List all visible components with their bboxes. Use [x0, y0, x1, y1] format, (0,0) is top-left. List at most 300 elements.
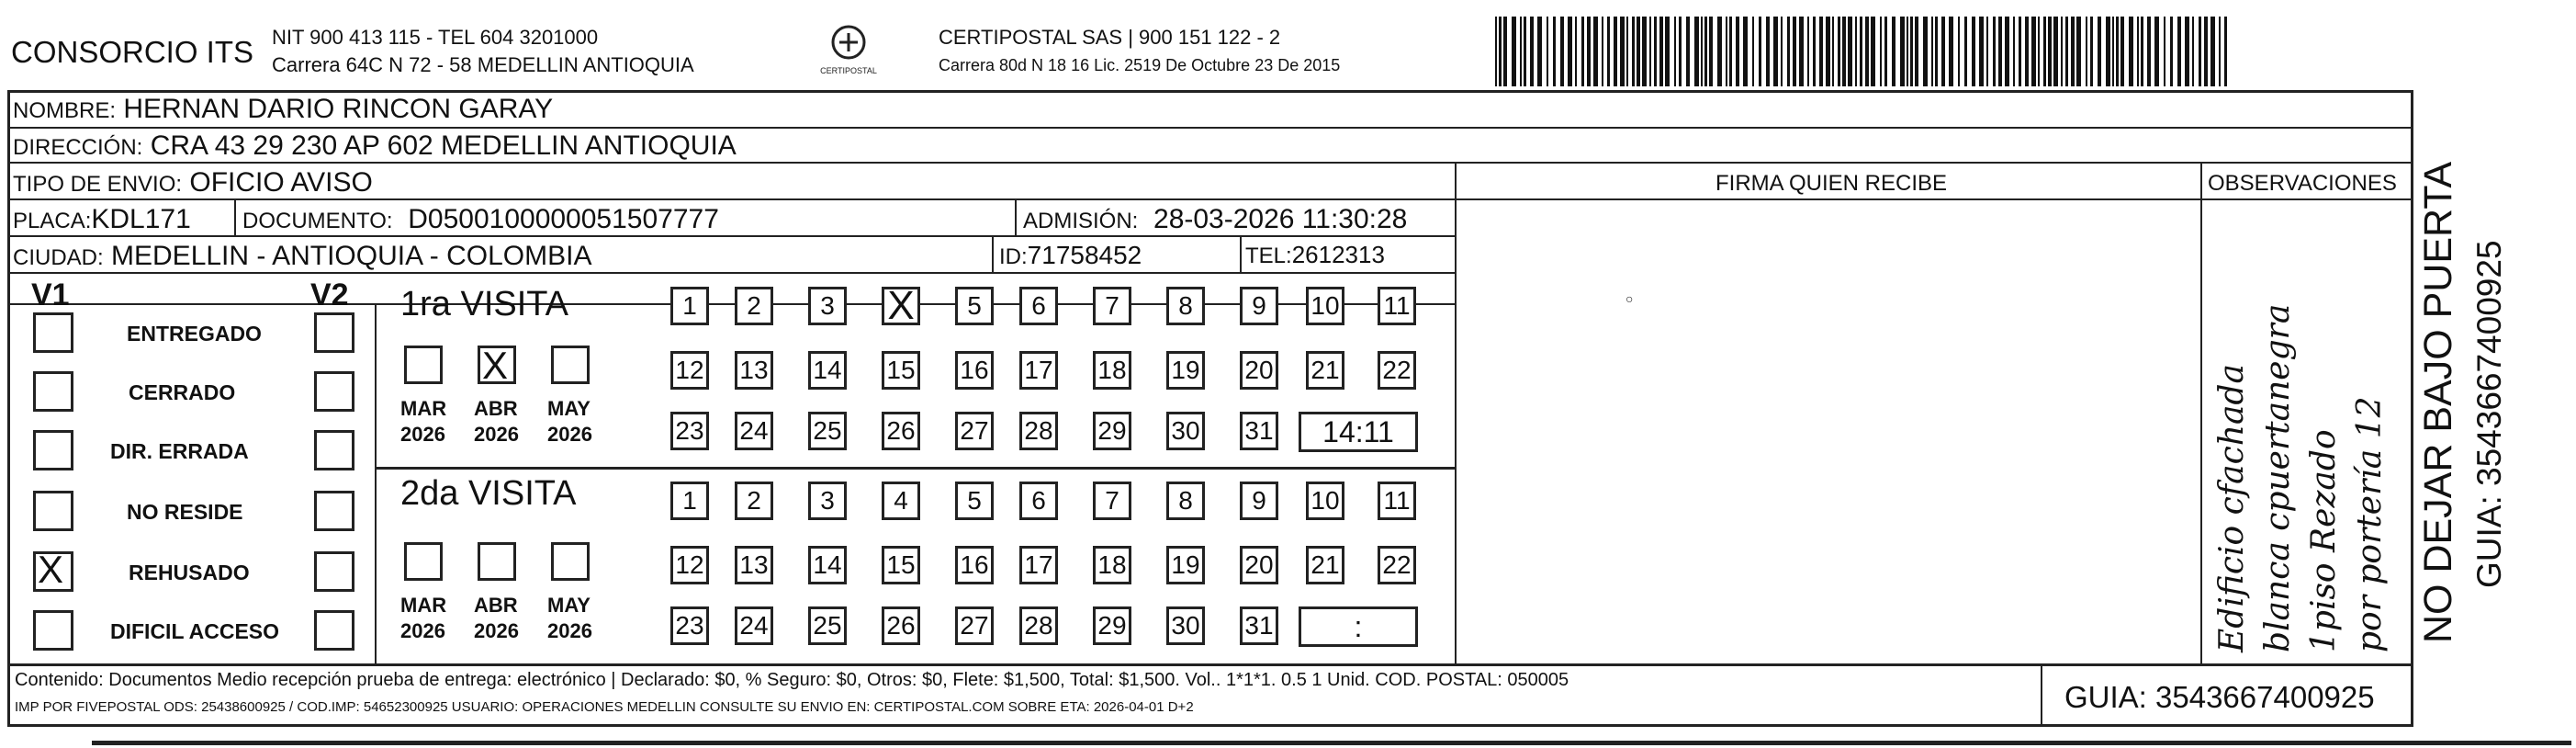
id-cell: ID:71758452: [999, 241, 1142, 269]
day-number: 15: [886, 550, 916, 579]
day-cell: [808, 546, 847, 584]
day-number: 30: [1171, 416, 1200, 445]
barcode-bar: [1923, 17, 1928, 86]
day-number: 28: [1024, 611, 1053, 640]
day-number: 10: [1310, 291, 1340, 320]
barcode-bar: [1842, 17, 1846, 86]
time-field: :: [1299, 606, 1418, 647]
bottom-border: [7, 724, 2413, 727]
barcode-bar: [1679, 17, 1682, 86]
company-name: CONSORCIO ITS: [11, 35, 254, 69]
month-label: MAY: [547, 397, 591, 420]
day-cell: [955, 351, 994, 390]
barcode-bar: [1880, 17, 1882, 86]
day-cell: [1240, 546, 1278, 584]
shipping-label: CONSORCIO ITS NIT 900 413 115 - TEL 604 3201000 Carrera 64C N 72 - 58 MEDELLIN ANTIOQUIA CERTIPOSTAL CERTIPOSTAL SAS | 900 151 122 - 2 Carrera 80d N 18 16 Lic. 2519 De Octubre 23 De 2015 NOMBRE: HERNAN DARIO RINCON GARAY DIRECCIÓN: CRA 43 29 230 AP 602 MEDELLIN ANTIOQUIA TIPO DE ENVIO: OFICIO AVISO PLACA:KDL171 DOCUMENTO: D0500100000051507777 ADMISIÓN: 28-03-2026 11:30:28 CIUDAD: MEDELLIN - ANTIOQUIA - COLOMBIA ID:71758452 TEL:2612313 FIRMA QUIEN RECIBE ○ OBSERVACIONES Edificio cfachada blanca cpuertanegra 1piso Rezado por portería 12 NO DEJAR BAJO PUERTA GUIA: 3543667400925 V1 V2 1ra VISITA 2da VISITA Contenido: Documentos Medio recepción prueba de entrega: electrónico | Declarado: $0, % Seguro: $0, Otros: $0, Flete: $1,500, Total: $1,500. Vol.. 1*1*1. 0.5 1 Unid. COD. POSTAL: 050005 IMP POR FIVEPOSTAL ODS: 25438600925 / COD.IMP: 54652300925 USUARIO: OPERACIONES MEDELLIN CONSULTE SU ENVIO EN: CERTIPOSTAL.COM SOBRE ETA: 2026-04-01 D+2 GUIA: 3543667400925 ENTREGADO CERRADO DIR. ERRADA NO RESIDE X REHUSADO DIFICIL ACCESO MAR 2026 X ABR 2026 MAY 2026 MAR 2026 ABR 2026 MAY 2026 1 2 3 X 5 6 7 8 9 10 11 12 13 14 15 16 17 18 19 20 21 22 23 24 25 26 27 28 29 30 31 14:11 1 2 3 4 5 6 7 8 9 10 11 12 13 14 15 16 17 18 19 20 21 22 23 24 25 26 27 28 29 30 31 :: [0, 0, 2576, 748]
barcode-bar: [1637, 17, 1640, 86]
barcode-bar: [1855, 17, 1857, 86]
footer-imp: IMP POR FIVEPOSTAL ODS: 25438600925 / COD.IMP: 54652300925 USUARIO: OPERACIONES MEDELLIN CONSULTE SU ENVIO EN: CERTIPOSTAL.COM SOBRE ETA: 2026-04-01 D+2: [15, 699, 1194, 715]
month-label: ABR: [474, 594, 518, 617]
barcode-bar: [2120, 17, 2124, 86]
day-number: 7: [1105, 486, 1119, 515]
day-cell: [1378, 287, 1416, 325]
day-cell: [670, 546, 709, 584]
barcode-bar: [2154, 17, 2159, 86]
barcode-bar: [1537, 17, 1542, 86]
day-cell: [1093, 606, 1131, 645]
v1-checkbox: [33, 371, 73, 412]
barcode: [1495, 17, 2230, 86]
barcode-bar: [1568, 17, 1572, 86]
side-guia: GUIA: 3543667400925: [2470, 240, 2508, 588]
day-cell: [955, 482, 994, 520]
barcode-bar: [1787, 17, 1790, 86]
day-number: X: [887, 283, 915, 328]
recipient-name: HERNAN DARIO RINCON GARAY: [123, 94, 554, 124]
barcode-bar: [1752, 17, 1754, 86]
month-checkbox: [404, 542, 443, 581]
v2-checkbox: [314, 491, 354, 531]
obs-line: blanca cpuertanegra: [2259, 303, 2297, 652]
barcode-bar: [1547, 17, 1548, 86]
year-label: 2026: [547, 619, 592, 642]
ciudad-cell: CIUDAD: MEDELLIN - ANTIOQUIA - COLOMBIA: [13, 241, 592, 271]
barcode-bar: [1587, 17, 1591, 86]
status-label: DIFICIL ACCESO: [110, 619, 280, 643]
day-cell: [1166, 482, 1205, 520]
day-number: 24: [739, 611, 769, 640]
day-number: 16: [960, 356, 989, 384]
time-field: 14:11: [1299, 412, 1418, 452]
day-cell: [1019, 482, 1058, 520]
day-cell: [1166, 287, 1205, 325]
company-nit: NIT 900 413 115 - TEL 604 3201000: [272, 26, 599, 49]
day-cell: [1019, 412, 1058, 450]
check-mark: X: [482, 344, 509, 387]
barcode-bar: [1884, 17, 1887, 86]
day-number: 13: [739, 356, 769, 384]
barcode-bar: [1694, 17, 1699, 86]
admision-cell: ADMISIÓN: 28-03-2026 11:30:28: [1023, 204, 1408, 234]
barcode-bar: [1993, 17, 1996, 86]
left-border: [7, 90, 10, 726]
v2-checkbox: [314, 610, 354, 651]
day-cell: [1306, 351, 1344, 390]
barcode-bar: [1865, 17, 1869, 86]
barcode-bar: [1958, 17, 1960, 86]
day-number: 25: [813, 611, 842, 640]
day-cell: [1093, 546, 1131, 584]
day-number: 10: [1310, 486, 1340, 515]
barcode-bar: [2019, 17, 2021, 86]
day-cell: [808, 412, 847, 450]
day-number: 2: [747, 291, 761, 320]
barcode-bar: [1581, 17, 1584, 86]
year-label: 2026: [547, 423, 592, 446]
day-number: 22: [1382, 356, 1412, 384]
day-number: 6: [1031, 291, 1046, 320]
day-number: 14: [813, 356, 842, 384]
day-number: 3: [820, 486, 835, 515]
barcode-bar: [1709, 17, 1713, 86]
barcode-bar: [1642, 17, 1647, 86]
day-cell: [1378, 546, 1416, 584]
no-dejar-bajo-puerta: NO DEJAR BAJO PUERTA: [2416, 161, 2460, 643]
month-checkbox: [404, 346, 443, 384]
barcode-bar: [1602, 17, 1603, 86]
barcode-bar: [1949, 17, 1953, 86]
obs-line: por portería 12: [2351, 396, 2389, 652]
day-cell: [1093, 287, 1131, 325]
barcode-bar: [2065, 17, 2068, 86]
barcode-bar: [1935, 17, 1938, 86]
day-number: 28: [1024, 416, 1053, 445]
v1-header: V1: [31, 278, 70, 312]
barcode-bar: [1781, 17, 1783, 86]
day-number: 1: [682, 291, 697, 320]
barcode-bar: [1964, 17, 1967, 86]
day-cell: [955, 546, 994, 584]
barcode-bar: [1931, 17, 1933, 86]
barcode-bar: [1560, 17, 1564, 86]
day-number: 19: [1171, 550, 1200, 579]
day-cell: [955, 412, 994, 450]
v1-checkbox: [33, 610, 73, 651]
barcode-bar: [1860, 17, 1862, 86]
barcode-bar: [1704, 17, 1707, 86]
day-number: 25: [813, 416, 842, 445]
status-label: ENTREGADO: [127, 322, 262, 346]
status-label: CERRADO: [129, 380, 236, 404]
barcode-bar: [1813, 17, 1816, 86]
day-number: 3: [820, 291, 835, 320]
placa-cell: PLACA:KDL171: [13, 204, 191, 234]
day-number: 26: [886, 416, 916, 445]
check-mark: X: [38, 548, 64, 591]
barcode-bar: [1941, 17, 1945, 86]
v2-checkbox: [314, 371, 354, 412]
barcode-bar: [1674, 17, 1676, 86]
v2-checkbox: [314, 312, 354, 353]
day-cell: [1093, 412, 1131, 450]
barcode-bar: [1520, 17, 1522, 86]
barcode-bar: [2192, 17, 2194, 86]
month-checkbox: [551, 346, 590, 384]
barcode-bar: [1530, 17, 1534, 86]
tel-value: 2612313: [1291, 241, 1385, 268]
day-number: 13: [739, 550, 769, 579]
barcode-bar: [1626, 17, 1628, 86]
barcode-bar: [2038, 17, 2040, 86]
day-cell: [1378, 351, 1416, 390]
barcode-bar: [1972, 17, 1975, 86]
day-number: 8: [1178, 291, 1193, 320]
barcode-bar: [1503, 17, 1507, 86]
day-number: 6: [1031, 486, 1046, 515]
barcode-bar: [2147, 17, 2151, 86]
barcode-bar: [1766, 17, 1770, 86]
day-number: 29: [1097, 611, 1127, 640]
barcode-bar: [2061, 17, 2063, 86]
day-cell: [808, 606, 847, 645]
barcode-bar: [1701, 17, 1703, 86]
day-number: 16: [960, 550, 989, 579]
day-number: 31: [1244, 416, 1274, 445]
day-cell: [1019, 546, 1058, 584]
month-checkbox: [551, 542, 590, 581]
day-cell: [670, 351, 709, 390]
status-label: DIR. ERRADA: [110, 439, 249, 463]
day-number: 18: [1097, 550, 1127, 579]
day-cell: [1306, 287, 1344, 325]
day-number: 27: [960, 416, 989, 445]
month-label: MAR: [400, 594, 447, 617]
day-number: 12: [675, 550, 704, 579]
barcode-bar: [2031, 17, 2036, 86]
barcode-bar: [1900, 17, 1905, 86]
day-number: 27: [960, 611, 989, 640]
day-cell: [1306, 546, 1344, 584]
day-number: 5: [967, 486, 982, 515]
barcode-bar: [1726, 17, 1727, 86]
day-number: 14: [813, 550, 842, 579]
barcode-bar: [1620, 17, 1625, 86]
day-cell: [1166, 546, 1205, 584]
barcode-bar: [1807, 17, 1809, 86]
right-border: [2411, 90, 2413, 726]
day-cell: [808, 351, 847, 390]
day-number: 21: [1310, 356, 1340, 384]
barcode-bar: [2199, 17, 2201, 86]
company-address: Carrera 64C N 72 - 58 MEDELLIN ANTIOQUIA: [272, 53, 694, 76]
barcode-bar: [2129, 17, 2133, 86]
day-number: 18: [1097, 356, 1127, 384]
tipo-envio: OFICIO AVISO: [189, 167, 373, 198]
barcode-bar: [2224, 17, 2227, 86]
day-cell: [1240, 412, 1278, 450]
tipo-envio-row: TIPO DE ENVIO: OFICIO AVISO: [13, 167, 373, 198]
footer-contenido: Contenido: Documentos Medio recepción prueba de entrega: electrónico | Declarado: $0, % Seguro: $0, Otros: $0, Flete: $1,500, Total: $1,500. Vol.. 1*1*1. 0.5 1 Unid. COD. POSTAL: 050005: [15, 670, 1569, 690]
day-number: 26: [886, 611, 916, 640]
obs-line: Edificio cfachada: [2213, 364, 2251, 652]
day-cell: [670, 412, 709, 450]
barcode-bar: [1986, 17, 1988, 86]
barcode-bar: [2210, 17, 2215, 86]
barcode-bar: [2098, 17, 2101, 86]
barcode-bar: [1910, 17, 1913, 86]
day-cell: [882, 546, 920, 584]
direccion-row: DIRECCIÓN: CRA 43 29 230 AP 602 MEDELLIN ANTIOQUIA: [13, 130, 737, 161]
day-cell: [955, 287, 994, 325]
day-number: 23: [675, 611, 704, 640]
barcode-bar: [2071, 17, 2075, 86]
barcode-bar: [1773, 17, 1778, 86]
barcode-bar: [1553, 17, 1556, 86]
day-cell: [735, 606, 773, 645]
day-number: 20: [1244, 550, 1274, 579]
recipient-address: CRA 43 29 230 AP 602 MEDELLIN ANTIOQUIA: [150, 130, 737, 161]
day-cell: [1240, 287, 1278, 325]
barcode-bar: [1575, 17, 1577, 86]
barcode-bar: [2219, 17, 2221, 86]
day-cell: [670, 482, 709, 520]
day-number: 7: [1105, 291, 1119, 320]
day-number: 29: [1097, 416, 1127, 445]
barcode-bar: [2177, 17, 2181, 86]
year-label: 2026: [474, 423, 519, 446]
barcode-bar: [1979, 17, 1984, 86]
barcode-bar: [1793, 17, 1796, 86]
day-cell: [808, 287, 847, 325]
side-panel: [2415, 101, 2571, 643]
year-label: 2026: [400, 619, 445, 642]
top-border: [7, 90, 2413, 93]
status-label: NO RESIDE: [127, 500, 243, 524]
day-cell: [1240, 606, 1278, 645]
v2-checkbox: [314, 430, 354, 470]
barcode-bar: [1649, 17, 1651, 86]
base-line: [92, 741, 2571, 745]
day-cell: [735, 546, 773, 584]
day-number: 12: [675, 356, 704, 384]
admision-value: 28-03-2026 11:30:28: [1153, 204, 1408, 234]
barcode-bar: [2086, 17, 2087, 86]
day-cell: [955, 606, 994, 645]
day-number: 9: [1252, 291, 1266, 320]
barcode-bar: [1614, 17, 1617, 86]
day-cell: [1240, 482, 1278, 520]
barcode-bar: [1915, 17, 1918, 86]
day-cell: [1093, 351, 1131, 390]
barcode-bar: [2112, 17, 2114, 86]
barcode-bar: [2013, 17, 2015, 86]
day-number: 17: [1024, 356, 1053, 384]
barcode-bar: [1524, 17, 1526, 86]
barcode-bar: [1686, 17, 1690, 86]
barcode-bar: [2005, 17, 2009, 86]
barcode-bar: [2043, 17, 2046, 86]
day-cell: [1093, 482, 1131, 520]
footer-guia: GUIA: 3543667400925: [2064, 680, 2375, 714]
barcode-bar: [2164, 17, 2165, 86]
v1-checkbox: [33, 491, 73, 531]
barcode-bar: [1717, 17, 1722, 86]
day-cell: [735, 351, 773, 390]
day-number: 23: [675, 416, 704, 445]
barcode-bar: [1819, 17, 1823, 86]
status-label: REHUSADO: [129, 561, 250, 584]
day-number: 17: [1024, 550, 1053, 579]
day-cell: [1019, 351, 1058, 390]
v2-checkbox: [314, 551, 354, 592]
v1-checkbox: [33, 430, 73, 470]
day-number: 5: [967, 291, 982, 320]
day-number: 30: [1171, 611, 1200, 640]
barcode-bar: [1848, 17, 1852, 86]
day-cell: [808, 482, 847, 520]
barcode-bar: [1871, 17, 1875, 86]
visit2-title: 2da VISITA: [400, 474, 577, 513]
day-number: 11: [1383, 291, 1411, 320]
barcode-bar: [1729, 17, 1732, 86]
obs-line: 1piso Rezado: [2305, 429, 2343, 652]
day-cell: [882, 412, 920, 450]
day-cell: [670, 287, 709, 325]
barcode-bar: [2170, 17, 2173, 86]
barcode-bar: [2048, 17, 2052, 86]
month-label: ABR: [474, 397, 518, 420]
day-cell: [882, 351, 920, 390]
barcode-bar: [1512, 17, 1516, 86]
barcode-bar: [2090, 17, 2093, 86]
visit1-title: 1ra VISITA: [400, 285, 569, 323]
barcode-bar: [2025, 17, 2029, 86]
day-cell: [670, 606, 709, 645]
day-number: 31: [1244, 611, 1274, 640]
barcode-bar: [1736, 17, 1739, 86]
nombre-row: NOMBRE: HERNAN DARIO RINCON GARAY: [13, 94, 554, 124]
v2-header: V2: [310, 278, 349, 312]
month-label: MAR: [400, 397, 447, 420]
barcode-bar: [1665, 17, 1670, 86]
barcode-bar: [2137, 17, 2139, 86]
day-cell: [1306, 482, 1344, 520]
year-label: 2026: [474, 619, 519, 642]
svg-text:CERTIPOSTAL: CERTIPOSTAL: [820, 66, 877, 75]
day-cell: [1166, 606, 1205, 645]
firma-header: FIRMA QUIEN RECIBE: [1715, 171, 1948, 196]
day-number: 1: [682, 486, 697, 515]
day-cell: [882, 482, 920, 520]
barcode-bar: [1759, 17, 1761, 86]
barcode-bar: [2076, 17, 2081, 86]
month-checkbox: [478, 344, 516, 387]
month-checkbox: [478, 542, 516, 581]
barcode-bar: [2106, 17, 2110, 86]
month-label: MAY: [547, 594, 591, 617]
day-cell: [735, 412, 773, 450]
barcode-bar: [2141, 17, 2143, 86]
day-cell: [882, 606, 920, 645]
id-value: 71758452: [1027, 241, 1142, 269]
day-number: 15: [886, 356, 916, 384]
barcode-bar: [1832, 17, 1834, 86]
v1-checkbox: [33, 548, 73, 592]
barcode-bar: [1892, 17, 1895, 86]
documento-cell: DOCUMENTO: D0500100000051507777: [242, 204, 719, 234]
day-cell: [1166, 412, 1205, 450]
barcode-bar: [1743, 17, 1748, 86]
day-number: 4: [894, 486, 908, 515]
day-cell: [1019, 606, 1058, 645]
day-number: 8: [1178, 486, 1193, 515]
barcode-bar: [2185, 17, 2189, 86]
day-cell: [1240, 351, 1278, 390]
day-number: 9: [1252, 486, 1266, 515]
observaciones-handwriting: [2204, 202, 2410, 662]
placa-value: KDL171: [91, 204, 191, 234]
barcode-bar: [1495, 17, 1497, 86]
documento-value: D0500100000051507777: [408, 204, 719, 234]
barcode-bar: [2116, 17, 2119, 86]
courier-name: CERTIPOSTAL SAS | 900 151 122 - 2: [939, 26, 1281, 49]
year-label: 2026: [400, 423, 445, 446]
ciudad-value: MEDELLIN - ANTIOQUIA - COLOMBIA: [111, 241, 592, 271]
day-cell: [1378, 482, 1416, 520]
day-number: 24: [739, 416, 769, 445]
barcode-bar: [1654, 17, 1657, 86]
day-number: 19: [1171, 356, 1200, 384]
